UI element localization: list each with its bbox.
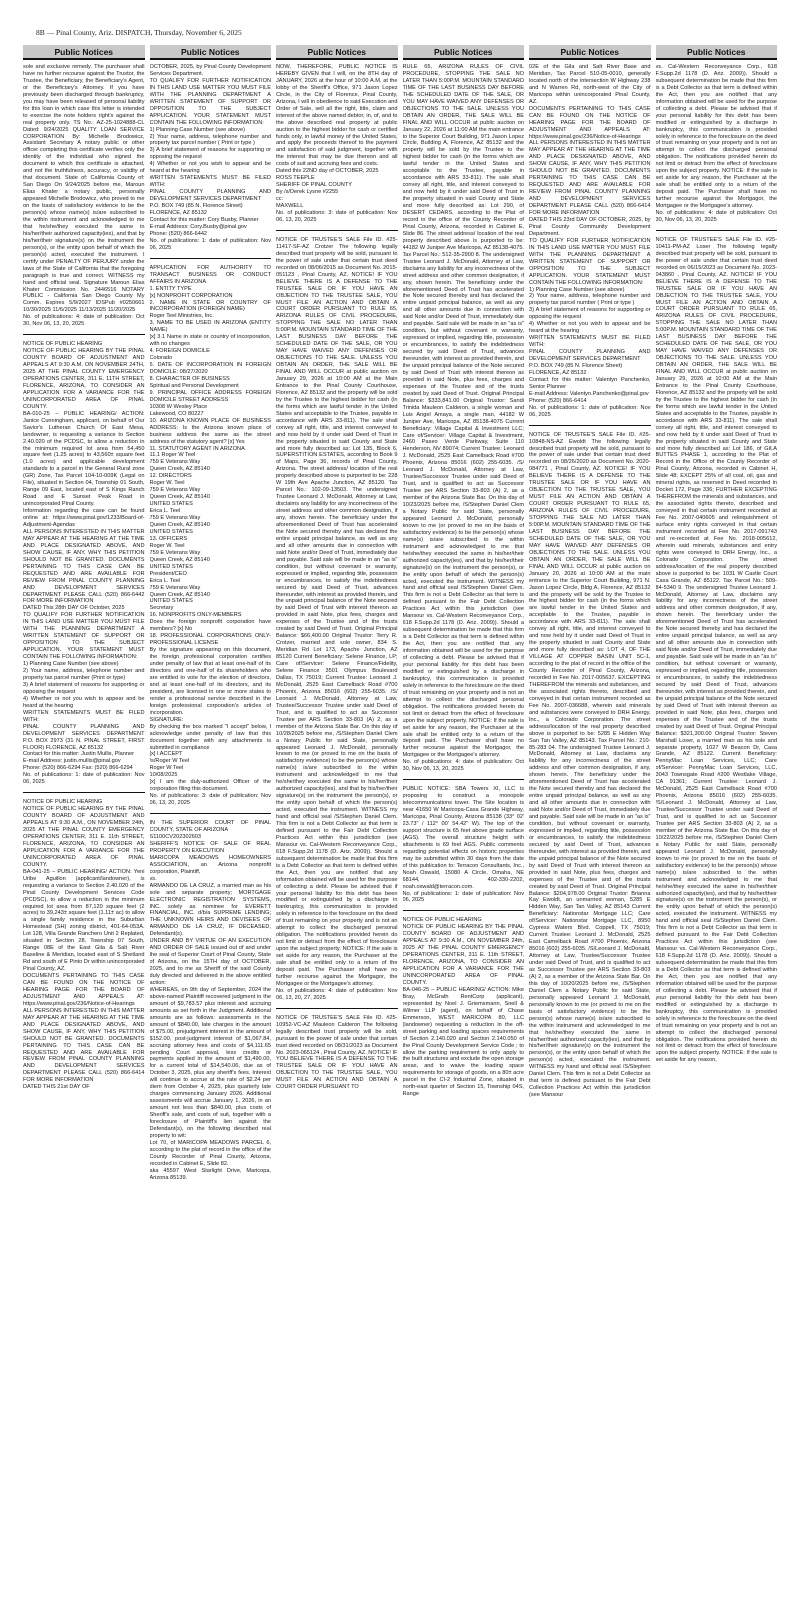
notice-paragraph: NOTICE OF PUBLIC HEARING xyxy=(23,341,103,348)
notice-paragraph: ROSS TEEPLE xyxy=(276,175,315,182)
notice-paragraph: ALL PERSONS INTERESTED IN THIS MATTER MAY APPEAR AT THE HEARING AT THE TIME AND PLACE DESIGNATED ABOVE, AND SHOW CAUSE, IF ANY, WHY THIS PETITION SHOULD NOT BE GRANTED. DOCUMENTS PERTAINING TO THIS CASE CAN BE REQUESTED AND ARE AVAILABLE FOR REVIEW FROM PINAL COUNTY PLANNING AND DEVELOPMENT SERVICES DEPARTMENT PLEASE CALL (520) 866-6414 FOR MORE INFORMATION xyxy=(23,1007,145,1084)
notice-paragraph: FLORENCE, AZ 85132 xyxy=(149,210,208,217)
notice-paragraph: NOTICE OF PUBLIC HEARING xyxy=(23,799,103,806)
notice-paragraph: 9. PRINCIPAL OFFICE ADDRESS FOREIGN DOMICILE STREET ADDRESS xyxy=(149,389,271,403)
notice-paragraph: 4) Whether or not you wish to appear and be heard at the hearing xyxy=(23,695,145,709)
notice-paragraph: By checking the box marked "I accept" below, I acknowledge under penalty of law that this document together with any attachments is submitted in compliance xyxy=(149,723,271,751)
column-header: Public Notices xyxy=(276,45,398,60)
notice-paragraph: DOCUMENTS PERTAINING TO THIS CASE CAN BE FOUND ON THE NOTICE OF HEARING PAGE FOR THE BOARD OF ADJUSTMENT AND APPEALS AT: https://www.pinal.gov/236/Notice-of-Hearings xyxy=(23,973,145,1007)
notice-paragraph: 1. ENTITY TYPE xyxy=(149,285,192,292)
notice-paragraph: No. of publications: 1: date of publication: Nov 06, 2025 xyxy=(23,772,145,786)
notice-paragraph: cc: xyxy=(276,196,284,203)
notice xyxy=(276,64,398,224)
notice-divider xyxy=(276,1008,398,1009)
notice-paragraph: vs. xyxy=(149,875,157,882)
notice-paragraph: S1100CV202302603 xyxy=(149,833,202,840)
notice-paragraph: Phone: (520) 866-6414 xyxy=(529,397,587,404)
notice xyxy=(656,64,778,224)
public-notices-page xyxy=(23,45,777,1605)
notice-divider xyxy=(403,910,525,911)
notice-paragraph: 759 E Veterans Way xyxy=(149,549,201,556)
notice-paragraph: FLORENCE, AZ 85132 xyxy=(529,369,587,376)
notice-paragraph: Spiritual and Personal Development xyxy=(149,382,239,389)
notice-paragraph: RULE 65, ARIZONA RULES OF CIVIL PROCEDURE, STOPPING THE SALE NO LATER THAN 5:00P.M. MOUNTAIN STANDARD TIME OF THE LAST BUSINESS DAY BEFORE THE SCHEDULED DATE OF THE SALE, OR YOU MAY HAVE WAIVED ANY DEFENSES OR OBJECTIONS TO THE SALE. UNLESS YOU OBTAIN AN ORDER, THE SALE WILL BE FINAL AND WILL OCCUR at public auction on January 22, 2026 at 11:00 AM the main entrance to the Superior Court Building, 971 Jason Lopez Circle, Building A, Florence, AZ 85132 and the property will be sold by the Trustee to the highest bidder for cash (in the forms which are lawful tender in the United States and acceptable to the Trustee, payable in accordance with ARS 33-811). The sale shall convey all right, title, and interest conveyed to and now held by it under said Deed of Trust in the property situated in said County and State and more fully described as: Lot 290, of DESERT CEDARS, according to the Plat of record in the office of the County Recorder of Pinal County, Arizona, recorded in Cabinet E, Slide 86. The street address/ location of the real property described above is purported to be: 44182 W Juniper Ave Maricopa, AZ 85138-4075. Tax Parcel No.: 512-35-2900 8. The undersigned Trustee Leonard J. McDonald, Attorney at Law, disclaims any liability for any incorrectness of the street address and other common designation, if any, shown herein. The beneficiary under the aforementioned Deed of Trust has accelerated the Note secured thereby and has declared the entire unpaid principal balance, as well as any and all other amounts due in connection with said Note and/or Deed of Trust, immediately due and payable. Said sale will be made in an "as is" condition, but without covenant or warranty, expressed or implied, regarding title, possession or encumbrances, to satisfy the indebtedness secured by said Deed of Trust, advances thereunder, with interest as provided therein, and the unpaid principal balance of the Note secured by said Deed of Trust with interest thereon as provided in said Note, plus fees, charges and expenses of the Trustee and of the trusts created by said Deed of Trust. Original Principal Balance: $333,841.00 Original Trustor: Sandi Trinida Mauleon Calderon, a single woman and Luis Angel Amaya, a single man, 44182 W Juniper Ave, Maricopa, AZ 85138-4075 Current Beneficiary: Village Capital & Investment LLC; Care of/Servicer: Village Capital & Investment, 2460 Paseo Verde Parkway, Suite 110 Henderson, NV 89074; Current Trustee: Leonard J. McDonald, 2525 East Camelback Road #700 Phoenix, Arizona 85016 (602) 255-6035. /S/ Leonard J. McDonald, Attorney at Law, Trustee/Successor Trustee under said Deed of Trust, and is qualified to act as Successor Trustee per ARS Section 33-803 (A) 2, as a member of the Arizona State Bar. On this day of 10/23/2025 before me, /S/Stephen Daniel Clem a Notary Public for said State, personally appeared Leonard J. McDonald, personally known to me (or proved to me on the basis of satisfactory evidence) to be the person(s) whose name(s) is/are subscribed to the within instrument and acknowledged to me that he/she/they executed the same in his/her/their authorized capacity(ies), and that by his/her/their signature(s) on the instrument the person(s), or the entity upon behalf of which the person(s) acted, executed the instrument. WITNESS my hand and official seal /S/Stephen Daniel Clem. This firm is not a Debt Collector as that term is defined pursuant to the Fair Debt Collection Practices Act within this jurisdiction (see Mansour vs. Cal-Western Reconveyance Corp., 618 F.Supp.2d 1178 (D. Ariz. 2009)). Should a subsequent determination be made that this firm is a Debt Collector as that term is defined within the Act, then you are notified that any information obtained will be used for the purpose of collecting a debt. Please be advised that if your personal liability for this debt has been modified or extinguished by a discharge in bankruptcy, this communication is provided solely in reference to the foreclosure on the deed of trust remaining on your property and is not an attempt to collect the discharged personal obligation. The notifications provided herein do not limit or detract from the effect of foreclosure upon the subject property. NOTICE: If the sale is set aside for any reason, the Purchaser at the sale shall be entitled only to a return of the deposit paid. The Purchaser shall have no further recourse against the Mortgagor, the Mortgagee or the Mortgagee's attorney. xyxy=(402,64,524,759)
column-header: Public Notices xyxy=(529,45,651,60)
notice-paragraph: No. of publications: 1: date of publication: Nov 06, 2025 xyxy=(149,237,271,251)
notice-paragraph: No. of publications: 4: date of publication: Oct 30, Nov 06, 13, 20, 2025 xyxy=(655,210,777,223)
notice-paragraph: Dated this 22ND day of OCTOBER, 2025 xyxy=(276,168,379,175)
notice xyxy=(529,64,651,419)
notice-paragraph: Queen Creek, AZ 85140 xyxy=(149,494,210,501)
notice-divider xyxy=(23,334,145,335)
notice-paragraph: 10/08/2025 xyxy=(149,772,178,779)
column-4 xyxy=(403,45,525,1605)
notice-paragraph: MAXWELL xyxy=(276,203,304,210)
notice-paragraph: SIGNATURE: xyxy=(149,716,184,723)
notice-paragraph: SHERIFF'S NOTICE OF SALE OF REAL PROPERTY ON EXECUTION xyxy=(149,840,271,854)
notice-paragraph: NOW, THEREFORE, PUBLIC NOTICE IS HEREBY GIVEN that I will, on the 8TH day of JANUARY, 2026 at the hour of 10:00 A.M. at the lobby of the Sheriff's Office, 971 Jason Lopez Circle, in the City of Florence, Pinal County, Arizona, I will in obedience to said Execution and Order of Sale, sell all the right, title, claim and interest of the above named debtor, in, of, and to the above described real property at public auction to the highest bidder for cash or certified funds only, in lawful money of the United States, and apply the proceeds thereof to the payment and satisfaction of said judgment, together with the interest that may be due thereon and all costs of suit and accruing fees and costs. xyxy=(276,64,398,168)
column-body xyxy=(23,64,145,1605)
notice-paragraph: 02E of the Gila and Salt River Base and Meridian, Tax Parcel 510-05-0010, generally located north of the intersection W Highway 238 and N Warren Rd, north-west of the City of Maricopa within unincorporated Pinal County, AZ. xyxy=(529,64,651,105)
notice-paragraph: No. of publications: 3: date of publication: Nov 06, 13, 20, 2025 xyxy=(276,210,398,223)
notice xyxy=(150,64,272,252)
notice-paragraph: E-mail Address: Valentyn.Panchenko@pinal.gov xyxy=(529,390,649,397)
notice-paragraph: 759 E Veterans Way xyxy=(149,584,201,591)
notice-paragraph: IN THE SUPERIOR COURT OF PINAL COUNTY, STATE OF ARIZONA xyxy=(149,820,271,834)
notice-divider xyxy=(656,230,778,231)
notice-paragraph: 10. ARIZONA KNOWN PLACE OF BUSINESS ADDRESS: Is the Arizona known place of business address the same as the street address of the statutory agent? [x] Yes xyxy=(149,417,271,445)
notice-paragraph: TO QUALIFY FOR FURTHER NOTIFICATION IN THIS LAND USE MATTER YOU MUST FILE WITH THE PLANNING DEPARTMENT A WRITTEN STATEMENT OF SUPPORT OR OPPOSITION TO THE SUBJECT APPLICATION. YOUR STATEMENT MUST CONTAIN THE FOLLOWING INFORMATION: xyxy=(529,237,651,286)
notice-paragraph: P.O. BOX 749 (85 N. Florence Street) xyxy=(149,203,243,210)
notice xyxy=(403,917,525,1098)
notice-paragraph: Phone: (520) 866-6294 Fax: (520) 866-6294 xyxy=(23,765,133,772)
column-2 xyxy=(150,45,272,1605)
notice-paragraph: NOTICE OF PUBLIC HEARING BY THE PINAL COUNTY BOARD OF ADJUSTMENT AND APPEALS AT 9:30 A.M., ON NOVEMBER 24th, 2025 AT THE PINAL COUNTY EMERGENCY OPERATIONS CENTER, 311 E. 11th STREET, FLORENCE, ARIZONA, TO CONSIDER AN APPLICATION FOR A VARIANCE FOR THE UNINCORPORATED AREA OF PINAL COUNTY. xyxy=(23,806,145,868)
notice-paragraph: 759 E Veterans Way xyxy=(149,459,201,466)
notice-paragraph: [x] 3.1 Name in state or country of incorporation, with no changes xyxy=(149,334,271,348)
notice-paragraph: Erica L. Teel xyxy=(149,508,181,515)
notice-paragraph: WRITTEN STATEMENTS MUST BE FILED WITH: xyxy=(149,175,271,189)
notice-paragraph: ALL PERSONS INTERESTED IN THIS MATTER MAY APPEAR AT THE HEARING AT THE TIME AND PLACE DESIGNATED ABOVE, AND SHOW CAUSE, IF ANY, WHY THIS PETITION SHOULD NOT BE GRANTED. DOCUMENTS PERTAINING TO THIS CASE CAN BE REQUESTED AND ARE AVAILABLE FOR REVIEW FROM PINAL COUNTY PLANNING AND DEVELOPMENT SERVICES DEPARTMENT PLEASE CALL (520) 866-6442 FOR MORE INFORMATION xyxy=(23,528,145,605)
notice-paragraph: 13. OFFICERS xyxy=(149,535,188,542)
notice-paragraph: Secretary xyxy=(149,605,174,612)
notice-paragraph: E-mail Address: Cory.Busby@pinal.gov xyxy=(149,223,247,230)
notice-paragraph: 4) Whether or not you wish to appear and be heard at the hearing xyxy=(529,321,651,335)
column-1 xyxy=(23,45,145,1605)
column-header: Public Notices xyxy=(656,45,778,60)
notice xyxy=(656,237,778,1064)
notice-paragraph: Information regarding the case can be found online at: https://www.pinal.gov/1233/Board-of-Adjustment-Agendas xyxy=(23,508,145,528)
notice-paragraph: 10308 W Wesley Place xyxy=(149,403,208,410)
notice-paragraph: DATED THIS 23rd DAY OF OCTOBER, 2025, by Pinal County Community Development Department. xyxy=(529,216,651,237)
notice-paragraph: [x] I ACCEPT xyxy=(149,751,183,758)
notice-paragraph: Contact for this matter: Justin Mullis, Planner xyxy=(23,751,134,758)
notice-paragraph: vs. Cal-Western Reconveyance Corp., 618 F.Supp.2d 1178 (D. Ariz. 2009)). Should a subsequent determination be made that this firm is a Debt Collector as that term is defined within the Act, then you are notified that any information obtained will be used for the purpose of collecting a debt. Please be advised that if your personal liability for this debt has been modified or extinguished by a discharge in bankruptcy, this communication is provided solely in reference to the foreclosure on the deed of trust remaining on your property and is not an attempt to collect the discharged personal obligation. The notifications provided herein do not limit or detract from the effect of foreclosure upon the subject property. NOTICE: If the sale is set aside for any reason, the Purchaser at the sale shall be entitled only to a return of the deposit paid. The Purchaser shall have no further recourse against the Mortgagor, the Mortgagee or the Mortgagee's attorney. xyxy=(655,64,777,210)
column-3 xyxy=(276,45,398,1605)
notice-paragraph: DOCUMENTS PERTAINING TO THIS CASE CAN BE FOUND ON THE NOTICE OF HEARING PAGE FOR THE BOARD OF ADJUSTMENT AND APPEALS AT: https://www.pinal.gov/236/Notice-of-Hearings xyxy=(529,105,651,140)
notice-paragraph: Queen Creek, AZ 85140 xyxy=(149,522,210,528)
notice-paragraph: /s/Roger W Teel xyxy=(149,758,190,765)
notice-paragraph: 4. FOREIGN DOMICILE xyxy=(149,348,210,355)
notice-paragraph: OCTOBER, 2025, by Pinal County Development Services Department. xyxy=(149,64,271,77)
notice-paragraph: UNITED STATES xyxy=(149,598,193,605)
notice-paragraph: PUBLIC NOTICE: SBA Towers XI, LLC is proposing to construct a monopole telecommunications tower. The Site location is near 41650 W Maricopa-Casa Grande Highway, Maricopa, Pinal County, Arizona 85138 (33° 02' 23.73" / 112° 00' 54.42" W). The top of the support structure is 65 feet above grade surface (AGS). The overall structure height with attachments is 69 feet AGS. Public comments regarding potential effects on historic properties may be submitted within 30 days from the date of this publication to: Terracon Consultants, Inc., Noah Oswald, 15080 A Circle, Omaha, NE 68144, 402-330-2202, noah.oswald@terracon.com. xyxy=(402,786,524,890)
notice-paragraph: Queen Creek, AZ 85140 xyxy=(149,591,210,598)
notice-paragraph: WHEREAS, on 9th day of September, 2024 the above-named Plaintiff recovered judgment in the amount of $9,783.57 plus interest and accruing amounts as set forth in the Judgment. Additional amounts are as follows: assessments in the amount of $840.00, late charges in the amount of $75.00, prejudgment interest in the amount of $152.00, post-judgment interest of $1,067.84, accruing attorney fees and costs of $4,111.65 pending Court approval, less credits or payments applied in the amount of $1,490.00, for a current total of $14,540.06, due as of October 3, 2025, plus any sheriff's fees. Interest will continue to accrue at the rate of $2.24 per diem from October 4, 2025, plus quarterly late charges commencing January 2026. Additional assessments will accrue January 1, 2026, in an amount not less than $840.00, plus costs of Sheriff's sale, and costs of suit, together with a foreclosure of Plaintiff's lien against the Defendant(s), on the following described real property to wit: xyxy=(149,986,271,1139)
notice-paragraph: Roger W. Teel xyxy=(149,480,185,487)
notice-paragraph: APPLICATION FOR AUTHORITY TO TRANSACT BUSINESS OR CONDUCT AFFAIRS IN ARIZONA xyxy=(149,264,271,285)
notice xyxy=(276,1015,398,1091)
notice-paragraph: 2) Your name, address, telephone number and property tax parcel number ( Print or type ) xyxy=(149,133,271,147)
notice-paragraph: 3) A brief statement of reasons for supporting or opposing the request xyxy=(529,307,651,321)
notice-paragraph: By /s/Derek Lysne #2255 xyxy=(276,189,339,196)
notice-paragraph: 3) A brief statement of reasons for supporting or opposing the request xyxy=(149,147,271,161)
notice xyxy=(150,820,272,1182)
notice-paragraph: Contact for this matter: Valentyn Panchenko, Senior Planner xyxy=(529,376,651,390)
notice-paragraph: aka 45597 West Starlight Drive, Maricopa, Arizona 85139. xyxy=(149,1167,271,1181)
column-header: Public Notices xyxy=(403,45,525,60)
notice-paragraph: Queen Creek, AZ 85140 xyxy=(149,556,210,563)
notice-paragraph: UNITED STATES xyxy=(149,563,193,570)
notice-paragraph: E-mail Address: justin.mullis@pinal.gov xyxy=(23,758,121,765)
notice-paragraph: 2. NAME IN STATE OR COUNTRY OF INCORPORATION (FOREIGN NAME) xyxy=(149,299,271,313)
notice-paragraph: WRITTEN STATEMENTS MUST BE FILED WITH: xyxy=(529,335,651,349)
notice-paragraph: DATED THIS 21st DAY OF xyxy=(23,1084,90,1091)
notice-paragraph: No. of publications: 4: date of publication: Oct 30, Nov 06, 13, 20, 2025 xyxy=(402,759,524,773)
column-body xyxy=(403,64,525,1605)
notice xyxy=(23,64,145,328)
notice-paragraph: Contact for this matter: Cory Busby, Planner xyxy=(149,216,259,223)
notice-paragraph: NOTICE OF PUBLIC HEARING xyxy=(402,917,482,924)
notice-paragraph: TO QUALIFY FOR FURTHER NOTIFICATION IN THIS LAND USE MATTER YOU MUST FILE WITH THE PLANNING DEPARTMENT A WRITTEN STATEMENT OF SUPPORT OR OPPOSITION TO THE SUBJECT APPLICATION. YOUR STATEMENT MUST CONTAIN THE FOLLOWING INFORMATION: xyxy=(23,612,145,661)
notice-paragraph: By the signature appearing on this document, the foreign professional corporation certifies under penalty of law that at least one-half of its directors and one-half of its shareholders who are entitled to vote for the election of directors, and at least one-half of its directors, and its president, are licensed in one or more states to render a professional service described in the foreign professional corporation's articles of incorporation. xyxy=(149,647,271,716)
notice-paragraph: Lakewood, CO 80227 xyxy=(149,410,204,417)
notice-paragraph: NOTICE OF PUBLIC HEARING BY THE PINAL COUNTY BOARD OF ADJUSTMENT AND APPEALS AT 9:30 A.M. ON NOVEMBER 24TH, 2025 AT THE PINAL COUNTY EMERGENCY OPERATIONS CENTER, 311 E. 11TH STREET, FLORENCE, ARIZONA, TO CONSIDER AN APPLICATION FOR A VARIANCE FOR THE UNINCORPORATED AREA OF PINAL COUNTY. xyxy=(23,348,145,410)
notice-paragraph: ARMANDO DE LA CRUZ, a married man as his sole and separate property; MORTGAGE ELECTRONIC REGISTRATION SYSTEMS, INC. solely as nominee for EVERETT FINANCIAL, INC. d/b/a SUPREME LENDING; THE UNKNOWN HEIRS AND DEVISEES OF ARMANDO DE LA CRUZ, IF DECEASED, Defendant(s). xyxy=(149,882,271,938)
notice-paragraph: Roger W Teel xyxy=(149,765,184,772)
notice-paragraph: No. of publications: 4: date of publication: Oct 30, Nov 06, 13, 20, 2025 xyxy=(23,314,145,328)
notice-paragraph: PINAL COUNTY PLANNING AND DEVELOPMENT SERVICES DEPARTMENT P.O. BOX 2973 (31 N. PINAL STREET, FIRST FLOOR) FLORENCE, AZ 85132 xyxy=(23,723,145,751)
notice-paragraph: BA-046-25 – PUBLIC HEARING/ ACTION: Mike Bray, McGrath RentCorp (applicant), represented by Noel J. Griemsmann, Snell & Wilmer LLP (agent), on behalf of Chase Emmerson, WEST MARICOPA 80, LLC (landowner) requesting a reduction in the off-street parking and loading spaces requirements of Section 2.140.020 and Section 2.140.050 of the Pinal County Development Service Code ; to allow the parking requirement to only apply to the built structures and exclude the open storage areas, and to waive the loading space requirements for storage of goods, on a 80± acre parcel in the CI-2 Industrial Zone, situated in north-east quarter of Section 15, Township 04S, Range xyxy=(402,986,524,1098)
notice-paragraph: P.O. BOX 749 (85 N. Florence Street) xyxy=(529,362,623,369)
notice-paragraph: No. of publications: 3: date of publication: Nov 06, 13, 20, 2025 xyxy=(149,793,271,807)
notice-paragraph: BA-010-25 – PUBLIC HEARING/ ACTION: Janice Cunningham, applicant, on behalf of Our Savior's Lutheran Church Of East Mesa, landowner, is requesting a variance to Section 2.40.020 of the PCDSC, to allow a reduction in the minimum required lot area from 54,450 square feet (1.25 acres) to 43,560± square feet (1.0 acres) and applicable development standards to a parcel in the General Rural zone (GR) Zone, Tax Parcel 104-10-009K (Legal on File), situated in Section 04, Township 01 South, Range 09 East, located east of S Kings Ranch Road and E Sunset Peak Road in unincorporated Pinal County. xyxy=(23,410,145,508)
column-6 xyxy=(656,45,778,1605)
column-body xyxy=(529,64,651,1605)
notice-divider xyxy=(23,792,145,793)
notice-paragraph: UNDER AND BY VIRTUE OF AN EXECUTION AND ORDER OF SALE issued out of and under the seal of Superior Court of Pinal County, State of Arizona, on the 15TH day of OCTOBER, 2025, and to me as Sheriff of the said County duly directed and delivered in the above entitled action: xyxy=(149,938,271,986)
notice-paragraph: Colorado xyxy=(149,355,173,362)
column-header: Public Notices xyxy=(150,45,272,60)
notice xyxy=(150,265,272,807)
notice-paragraph: UNITED STATES xyxy=(149,528,193,535)
notice-paragraph: Queen Creek, AZ 85140 xyxy=(149,466,210,473)
notice-paragraph: Phone: (520) 866-6442 xyxy=(149,230,208,237)
notice-paragraph: DATED This 28th DAY OF October, 2025 xyxy=(23,605,125,612)
notice-paragraph: NOTICE OF TRUSTEE'S SALE File ID. #25-10411-PM-AZ Loser The following legally described trust property will be sold, pursuant to the power of sale under that certain trust deed recorded on 06/15/2023 as Document No. 2023-043860 , Pinal County, AZ. NOTICE! IF YOU BELIEVE THERE IS A DEFENSE TO THE TRUSTEE SALE OR IF YOU HAVE AN OBJECTION TO THE TRUSTEE SALE, YOU MUST FILE AN ACTION AND OBTAIN A COURT ORDER PURSUANT TO RULE 65, ARIZONA RULES OF CIVIL PROCEDURE, STOPPING THE SALE NO LATER THAN 5:00P.M. MOUNTAIN STANDARD TIME OF THE LAST BUSINESS DAY BEFORE THE SCHEDULED DATE OF THE SALE, OR YOU MAY HAVE WAIVED ANY DEFENSES OR OBJECTIONS TO THE SALE. UNLESS YOU OBTAIN AN ORDER, THE SALE WILL BE FINAL AND WILL OCCUR at public auction on January 29, 2026 at 10:00 AM at the Main Entrance to the Pinal County Courthouse, Florence, AZ 85132 and the property will be sold by the Trustee to the highest bidder for cash (in the forms which are lawful tender in the United States and acceptable to the Trustee, payable in accordance with ARS 33-811). The sale shall convey all right, title, and interest conveyed to and now held by it under said Deed of Trust in the property situated in said County and State and more fully described as: Lot 186, of GILA BUTTES PHASE 1, according to the Plat of Record in the Office of the County Recorder of Pinal County, Arizona, recorded in Cabinet H, Slide 48; EXCEPT 25% of all coal, oil, gas and mineral rights, as reserved in Deed recorded in Docket 172, Page 336; FURTHER EXCEPTING THEREFROM the minerals and substances, and the associated rights thereto, described and conveyed in that certain instrument recorded at Fee No. 2007-040605 and relinquishment of surface entry rights conveyed in that certain instrument recorded at Fee No. 2017-091743 and re-recorded at Fee No. 2018-005612, wherein said minerals, substances and entry rights were conveyed to DRH Energy, Inc., a Colorado Corporation. The street address/location of the real property described above is purported to be: 1031 W Castle Court Casa Grande, AZ 85122. Tax Parcel No.: 509-84-5340 9. The undersigned Trustee Leonard J. McDonald, Attorney at Law, disclaims any liability for any incorrectness of the street address and other common designation, if any, shown herein. The beneficiary under the aforementioned Deed of Trust has accelerated the Note secured thereby and has declared the entire unpaid principal balance, as well as any and all other amounts due in connection with said Note and/or Deed of Trust, immediately due and payable. Said sale will be made in an "as is" condition, but without covenant or warranty, expressed or implied, regarding title, possession or encumbrances, to satisfy the indebtedness secured by said Deed of Trust, advances thereunder, with interest as provided therein, and the unpaid principal balance of the Note secured by said Deed of Trust with interest thereon as provided in said Note, plus fees, charges and expenses of the Trustee and of the trusts created by said Deed of Trust. Original Principal Balance: $321,300.00 Original Trustor: Steven Marshall Loser, a married man as his sole and separate property, 1027 W Beacon Dr, Casa Grande, AZ 85122. Current Beneficiary: PennyMac Loan Services, LLC; Care of/Servicer: PennyMac Loan Services, LLC, 3043 Townsgate Road #200 Westlake Village, CA 91361; Current Trustee: Leonard J. McDonald, 2525 East Camelback Road #700 Phoenix, Arizona 85016 (602) 255-6035. /S/Leonard J. McDonald, Attorney at Law, Trustee/Successor Trustee under said Deed of Trust, and is qualified to act as Successor Trustee per ARS Section 33-803 (A) 2, as a member of the Arizona State Bar. On this day of 10/22/2025 before me, /S/Stephen Daniel Clem a Notary Public for said State, personally appeared Leonard J. McDonald, personally known to me (or proved to me on the basis of satisfactory evidence) to be the person(s) whose name(s) is/are subscribed to the within instrument and acknowledged to me that he/she/they executed the same in his/her/their authorized capacity(ies), and that by his/her/their signature(s) on the instrument the person(s), or the entity upon behalf of which the person(s) acted, executed the instrument. WITNESS my hand and official seal /S/Stephen Daniel Clem. This firm is not a Debt Collector as that term is defined pursuant to the Fair Debt Collection Practices Act within this jurisdiction (see Mansour vs. Cal-Western Reconveyance Corp., 618 F.Supp.2d 1178 (D. Ariz. 2009)). Should a subsequent determination be made that this firm is a Debt Collector as that term is defined within the Act, then you are notified that any information obtained will be used for the purpose of collecting a debt. Please be advised that if your personal liability for this debt has been modified or extinguished by a discharge in bankruptcy, this communication is provided solely in reference to the foreclosure on the deed of trust remaining on your property and is not an attempt to collect the discharged personal obligation. The notifications provided herein do not limit or detract from the effect of foreclosure upon the subject property. NOTICE: If the sale is set aside for any reason, xyxy=(655,236,777,1064)
notice-paragraph: Erica L. Teel xyxy=(149,577,181,584)
notice-paragraph: SHERIFF OF PINAL COUNTY xyxy=(276,182,352,189)
notice-paragraph: WRITTEN STATEMENTS MUST BE FILED WITH: xyxy=(23,709,145,723)
notice xyxy=(276,237,398,1002)
notice-paragraph: 5. DATE OF INCORPORATION IN FOREIGN DOMICILE: 08/27/2020 xyxy=(149,362,271,376)
notice-paragraph: NOTICE OF TRUSTEE'S SALE File ID. #25-10952-VC-AZ Mauleon Calderon The following legally described trust property will be sold, pursuant to the power of sale under that certain trust deed recorded on 08/31/2023 as Document No. 2023-065124 , Pinal County, AZ. NOTICE! IF YOU BELIEVE THERE IS A DEFENSE TO THE TRUSTEE SALE OR IF YOU HAVE AN OBJECTION TO THE TRUSTEE SALE, YOU MUST FILE AN ACTION AND OBTAIN A COURT ORDER PURSUANT TO xyxy=(276,1014,398,1091)
notice xyxy=(403,786,525,904)
notice-divider xyxy=(403,779,525,780)
notice-paragraph: sole and exclusive remedy. The purchaser shall have no further recourse against the Trustor, the Trustee, the Beneficiary, the Beneficiary's Agent, or the Beneficiary's Attorney. If you have previously been discharged through bankruptcy, you may have been released of personal liability for this loan in which case this letter is intended to exercise the note holders right's against the real property only. TS No.: AZ-25-1024888-CL Dated: 9/24/2025 QUALITY LOAN SERVICE CORPORATION By: Michelle Brodowicz, Assistant Secretary A notary public or other officer completing this certificate verifies only the identity of the individual who signed the document to which this certificate is attached, and not the truthfulness, accuracy, or validity of that document. State of: California County of: San Diego On 9/24/2025 before me, Maroun Elias Khater a notary public, personally appeared Michelle Brodowicz, who proved to me on the basis of satisfactory evidence to be the person(s) whose name(s) is/are subscribed to the within instrument and acknowledged to me that he/she/they executed the same in his/her/their authorized capacity(ies), and that by his/her/their signature(s) on the instrument the person(s), or the entity upon behalf of which the person(s) acted, executed the instrument. I certify under PENALTY OF PERJURY under the laws of the State of California that the foregoing paragraph is true and correct. WITNESS my hand and official seal. Signature Maroun Elias Khater Commission No. 2446516 NOTARY PUBLIC - California San Diego County My Comm. Expires 5/9/2027 IDSPub #0250661 10/30/2025 11/6/2025 11/13/2025 11/20/2025 xyxy=(23,64,145,314)
notice-paragraph: 18. PROFESSIONAL CORPORATIONS ONLY-PROFESSIONAL LICENSE xyxy=(149,633,271,647)
notice-paragraph: 759 E Veterans Way xyxy=(149,515,201,522)
column-5 xyxy=(529,45,651,1605)
notice-divider xyxy=(276,230,398,231)
notice-paragraph: No. of publications: 1: date of publication: Nov 06, 2025 xyxy=(402,890,524,904)
notice-paragraph: PINAL COUNTY PLANNING AND DEVELOPMENT SERVICES DEPARTMENT xyxy=(149,189,271,203)
column-body xyxy=(150,64,272,1605)
column-body xyxy=(656,64,778,1605)
notice xyxy=(23,799,145,1091)
notice-paragraph: BA-041-25 – PUBLIC HEARING/ ACTION: Yeni Uribe Aguillon (applicant/landowner), is requesting a variance to Section 2.40.020 of the Pinal County Development Services Code (PCDSC), to allow a reduction in the minimum required lot area from 87,120 square feet (2 acres) to 39,243± square feet (1.11± ac) to allow a single family residence in the Suburban Homestead (SH) zoning district, 401-64-053A. Lot 128, Villa Grande Ranchero Unit 2 Replated, situated in Section 28, Township 07 South, Range 08E of the East Gila & Salt River Baseline & Meridian, located east of S Shetland Rd and south of E Pinto Dr within unincorporated Pinal County, AZ. xyxy=(23,868,145,973)
notice-paragraph: 8. CHARACTER OF BUSINESS xyxy=(149,375,230,382)
notice-paragraph: 1) Planning Case Number (see above) xyxy=(23,661,119,668)
notice-paragraph: PINAL COUNTY PLANNING AND DEVELOPMENT SERVICES DEPARTMENT xyxy=(529,349,651,363)
notice-paragraph: MARICOPA MEADOWS HOMEOWNERS ASSOCIATION, an Arizona nonprofit corporation, Plaintiff, xyxy=(149,854,271,875)
column-body xyxy=(276,64,398,1605)
notice xyxy=(529,432,651,1100)
notice-paragraph: 11. STATUTORY AGENT IN ARIZONA xyxy=(149,445,245,452)
notice-paragraph: Roger Teel Ministries, Inc. xyxy=(149,313,214,320)
notice-divider xyxy=(529,425,651,426)
notice-paragraph: 2) Your name, address, telephone number and property tax parcel number (Print or type) xyxy=(23,668,145,681)
notice-paragraph: Does the foreign nonprofit corporation have members? [x] No xyxy=(149,619,271,633)
notice xyxy=(23,341,145,786)
notice-paragraph: 1) Planning Case Number (see above) xyxy=(149,126,245,133)
notice-divider xyxy=(150,813,272,814)
notice-paragraph: [x] I am the duly-authorized Officer of the corporation filing this document. xyxy=(149,779,271,793)
notice-paragraph: 1) Planning Case Number (see above) xyxy=(529,286,625,293)
notice-paragraph: NOTICE OF TRUSTEE'S SALE File ID. #25-11417-SF-AZ Crotzer The following legally described trust property will be sold, pursuant to the power of sale under that certain trust deed recorded on 08/06/2015 as Document No. 2015-051123 , Pinal County, AZ. NOTICE! IF YOU BELIEVE THERE IS A DEFENSE TO THE TRUSTEE SALE OR IF YOU HAVE AN OBJECTION TO THE TRUSTEE SALE, YOU MUST FILE AN ACTION AND OBTAIN A COURT ORDER PURSUANT TO RULE 65, ARIZONA RULES OF CIVIL PROCEDURE, STOPPING THE SALE NO LATER THAN 5:00P.M. MOUNTAIN STANDARD TIME OF THE LAST BUSINESS DAY BEFORE THE SCHEDULED DATE OF THE SALE, OR YOU MAY HAVE WAIVED ANY DEFENSES OR OBJECTIONS TO THE SALE. UNLESS YOU OBTAIN AN ORDER, THE SALE WILL BE FINAL AND WILL OCCUR at public auction on January 29, 2026 at 10:00 AM at the Main Entrance to the Pinal County Courthouse, Florence, AZ 85132 and the property will be sold by the Trustee to the highest bidder for cash (in the forms which are lawful tender in the United States and acceptable to the Trustee, payable in accordance with ARS 33-811). The sale shall convey all right, title, and interest conveyed to and now held by it under said Deed of Trust in the property situated in said County and State and more fully described as: Lot 135, Block 6, SUPERSTITION ESTATES, according to Book 9 of Maps, Page 36, records of Pinal County, Arizona. The street address/ location of the real property described above is purported to be: 228 W 19th Ave Apache Junction, AZ 85120. Tax Parcel No.: 102-09-13503. The undersigned Trustee Leonard J. McDonald, Attorney at Law, disclaims any liability for any incorrectness of the street address and other common designation, if any, shown herein. The beneficiary under the aforementioned Deed of Trust has accelerated the Note secured thereby and has declared the entire unpaid principal balance, as well as any and all other amounts due in connection with said Note and/or Deed of Trust, immediately due and payable. Said sale will be made in an "as is" condition, but without covenant or warranty, expressed or implied, regarding title, possession or encumbrances, to satisfy the indebtedness secured by said Deed of Trust, advances thereunder, with interest as provided therein, and the unpaid principal balance of the Note secured by said Deed of Trust with interest thereon as provided in said Note, plus fees, charges and expenses of the Trustee and of the trusts created by said Deed of Trust. Original Principal Balance: $66,400.00 Original Trustor: Terry R. Crotzer, married and sole owner, 834 S. Meridian Rd Lot 173, Apache Junction, AZ 85120 Current Beneficiary: Selene Finance, LP; Care of/Servicer: Selene Finance/Fidelity, Selene Finance 3501 Olympus Boulevard Dallas, TX 75019; Current Trustee: Leonard J. McDonald, 2525 East Camelback Road #700 Phoenix, Arizona 85016 (602) 255-6035. /S/ Leonard J. McDonald, Attorney at Law, Trustee/Successor Trustee under said Deed of Trust, and is qualified to act as Successor Trustee per ARS Section 33-803 (A) 2, as a member of the Arizona State Bar. On this day of 10/28/2025 before me, /S/Stephen Daniel Clem a Notary Public for said State, personally appeared Leonard J. McDonald, personally known to me (or proved to me on the basis of satisfactory evidence) to be the person(s) whose name(s) is/are subscribed to the within instrument and acknowledged to me that he/she/they executed the same in his/her/their authorized capacity(ies), and that by his/her/their signature(s) on the instrument the person(s), or the entity upon behalf of which the person(s) acted, executed the instrument. WITNESS my hand and official seal /S/Stephen Daniel Clem. This firm is not a Debt Collector as that term is defined pursuant to the Fair Debt Collection Practices Act within this jurisdiction (see Mansour vs. Cal-Western Reconveyance Corp., 618 F.Supp.2d 1178 (D. Ariz. 2009)). Should a subsequent determination be made that this firm is a Debt Collector as that term is defined within the Act, then you are notified that any information obtained will be used for the purpose of collecting a debt. Please be advised that if your personal liability for this debt has been modified or extinguished by a discharge in bankruptcy, this communication is provided solely in reference to the foreclosure on the deed of trust remaining on your property and is not an attempt to collect the discharged personal obligation. The notifications provided herein do not limit or detract from the effect of foreclosure upon the subject property. NOTICE: If the sale is set aside for any reason, the Purchaser at the sale shall be entitled only to a return of the deposit paid. The Purchaser shall have no further recourse against the Mortgagor, the Mortgagee or the Mortgagee's attorney. xyxy=(276,236,398,987)
page-folio: 8B — Pinal County, Ariz. DISPATCH, Thursday, November 6, 2025 xyxy=(36,28,242,37)
notice-paragraph: 16. NONPROFITS ONLY-MEMBERS xyxy=(149,612,242,619)
notice-paragraph: No. of publications: 4: date of publication: Nov 06, 13, 20, 27, 2025 xyxy=(276,987,398,1001)
notice-paragraph: President/CEO xyxy=(149,570,187,577)
notice-paragraph: 11.1 Roger W Teel xyxy=(149,452,196,459)
notice-paragraph: NOTICE OF TRUSTEE'S SALE File ID. #25-10848-NS-AZ Ewoldt The following legally described trust property will be sold, pursuant to the power of sale under that certain trust deed recorded on 08/26/2020 as Document No. 2020-084771 , Pinal County, AZ. NOTICE! IF YOU BELIEVE THERE IS A DEFENSE TO THE TRUSTEE SALE OR IF YOU HAVE AN OBJECTION TO THE TRUSTEE SALE, YOU MUST FILE AN ACTION AND OBTAIN A COURT ORDER PURSUANT TO RULE 65, ARIZONA RULES OF CIVIL PROCEDURE, STOPPING THE SALE NO LATER THAN 5:00P.M. MOUNTAIN STANDARD TIME OF THE LAST BUSINESS DAY BEFORE THE SCHEDULED DATE OF THE SALE, OR YOU MAY HAVE WAIVED ANY DEFENSES OR OBJECTIONS TO THE SALE. UNLESS YOU OBTAIN AN ORDER, THE SALE WILL BE FINAL AND WILL OCCUR at public auction on January 20, 2026 at 10:00 AM at the main entrance to the Superior Court Building, 971 N. Jason Lopez Circle, Bldg A, Florence, AZ 85132 and the property will be sold by the Trustee to the highest bidder for cash (in the forms which are lawful tender in the United States and acceptable to the Trustee, payable in accordance with ARS 33-811). The sale shall convey all right, title, and interest conveyed to and now held by it under said Deed of Trust in the property situated in said County and State and more fully described as: LOT 4, OF THE VILLAGE AT COPPER BASIN UNIT 5C-1, according to the plat of record in the office of the County Recorder of Pinal County, Arizona, recorded in Fee No. 2017-005637. EXCEPTING THEREFROM the minerals and substances, and the associated rights thereto, described and conveyed in that certain instrument recorded as Fee No. 2007-036688, wherein said minerals and substances were conveyed to DRH Energy, Inc., a Colorado Corporation. The street address/location of the real property described above is purported to be: 5285 E Hidden Way San Tan Valley, AZ 85143. Tax Parcel No.: 210-85-283 04. The undersigned Trustee Leonard J. McDonald, Attorney at Law, disclaims any liability for any incorrectness of the street address and other common designation, if any, shown herein. The beneficiary under the aforementioned Deed of Trust has accelerated the Note secured thereby and has declared the entire unpaid principal balance, as well as any and all other amounts due in connection with said Note and/or Deed of Trust, immediately due and payable. Said sale will be made in an "as is" condition, but without covenant or warranty, expressed or implied, regarding title, possession or encumbrances, to satisfy the indebtedness secured by said Deed of Trust, advances thereunder, with interest as provided therein, and the unpaid principal balance of the Note secured by said Deed of Trust with interest thereon as provided in said Note, plus fees, charges and expenses of the Trustee and of the trusts created by said Deed of Trust. Original Principal Balance: $204,978.00 Original Trustor: Brianna Kay Ewoldt, an unmarried woman, 5285 E Hidden Way, San Tan Valley, AZ 85143 Current Beneficiary: Nationstar Mortgage LLC; Care of/Servicer: Nationstar Mortgage LLC, 8950 Cypress Waters Blvd. Coppell, TX 75019; Current Trustee: Leonard J. McDonald, 2525 East Camelback Road #700 Phoenix, Arizona 85016 (602) 255-6035. /S/Leonard J. McDonald, Attorney at Law, Trustee/Successor Trustee under said Deed of Trust, and is qualified to act as Successor Trustee per ARS Section 33-803 (A) 2, as a member of the Arizona State Bar. On this day of 10/20/2025 before me, /S/Stephen Daniel Clem a Notary Public for said State, personally appeared Leonard J. McDonald, personally known to me (or proved to me on the basis of satisfactory evidence) to be the person(s) whose name(s) is/are subscribed to the within instrument and acknowledged to me that he/she/they executed the same in his/her/their authorized capacity(ies), and that by his/her/their signature(s) on the instrument the person(s), or the entity upon behalf of which the person(s) acted, executed the instrument. WITNESS my hand and official seal /S/Stephen Daniel Clem. This firm is not a Debt Collector as that term is defined pursuant to the Fair Debt Collection Practices Act within this jurisdiction (see Mansour xyxy=(529,431,651,1099)
notice-paragraph: 3. NAME TO BE USED IN ARIZONA (ENTITY NAME) xyxy=(149,320,271,334)
notice-paragraph: Roger W. Teel xyxy=(149,542,185,549)
notice-paragraph: 2) Your name, address, telephone number and property tax parcel number ( Print or type ) xyxy=(529,293,651,307)
notice-paragraph: 12. DIRECTORS xyxy=(149,473,192,480)
notice-paragraph: UNITED STATES xyxy=(149,501,193,508)
notice-paragraph: 4) Whether or not you wish to appear and be heard at the hearing xyxy=(149,161,271,175)
notice-paragraph: TO QUALIFY FOR FURTHER NOTIFICATION IN THIS LAND USE MATTER YOU MUST FILE WITH THE PLANNING DEPARTMENT A WRITTEN STATEMENT OF SUPPORT OR OPPOSITION TO THE SUBJECT APPLICATION. YOUR STATEMENT MUST CONTAIN THE FOLLOWING INFORMATION: xyxy=(149,77,271,126)
notice xyxy=(403,64,525,773)
notice-paragraph: Lot 70, of MARICOPA MEADOWS PARCEL 6, according to the plat of record in the office of the County Recorder of Pinal County, Arizona, recorded in Cabinet E, Slide 82. xyxy=(149,1139,271,1167)
notice-paragraph: 3) A brief statement of reasons for supporting or opposing the request xyxy=(23,681,145,695)
notice-divider xyxy=(150,258,272,259)
notice-paragraph: NOTICE OF PUBLIC HEARING BY THE PINAL COUNTY BOARD OF ADJUSTMENT AND APPEALS AT 9:30 A.M., ON NOVEMBER 24th, 2025 AT THE PINAL COUNTY EMERGENCY OPERATIONS CENTER, 311 E. 11th STREET, FLORENCE, ARIZONA, TO CONSIDER AN APPLICATION FOR A VARIANCE FOR THE UNINCORPORATED AREA OF PINAL COUNTY. xyxy=(402,924,524,986)
notice-paragraph: No. of publications: 1: date of publication: Nov 06, 2025 xyxy=(529,404,651,418)
notice-paragraph: ALL PERSONS INTERESTED IN THIS MATTER MAY APPEAR AT THE HEARING AT THE TIME AND PLACE DESIGNATED ABOVE, AND SHOW CAUSE, IF ANY, WHY THIS PETITION SHOULD NOT BE GRANTED. DOCUMENTS PERTAINING TO THIS CASE CAN BE REQUESTED AND ARE AVAILABLE FOR REVIEW FROM PINAL COUNTY PLANNING AND DEVELOPMENT SERVICES DEPARTMENT PLEASE CALL (520) 866-6414 FOR MORE INFORMATION xyxy=(529,140,651,217)
column-header: Public Notices xyxy=(23,45,145,60)
notice-paragraph: [x] NONPROFIT CORPORATION xyxy=(149,292,233,299)
notice-paragraph: 759 E Veterans Way xyxy=(149,487,201,494)
